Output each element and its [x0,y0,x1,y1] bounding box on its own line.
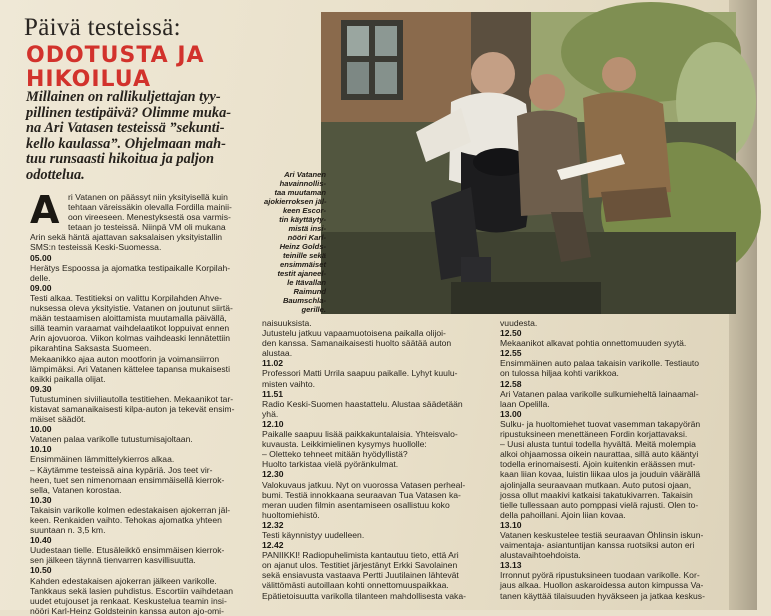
body-text-line: sella, Vatanen korostaa. [30,484,122,495]
body-text-line: den kanssa. Samanaikaisesti huolto säätää auton [262,338,452,349]
body-text-line: Epätietoisuutta varikolla tilanteen mahdollisesta vaka- [262,590,466,601]
body-text-line: delle. [30,272,51,283]
caption-line: Raimund [293,287,326,296]
body-text-line: ripustuksineen menettäneen Fordin korjattavaksi. [500,429,688,440]
body-text-line: välittömästi autoillaan kohti onnettomuuspaikkaa. [262,580,449,591]
body-text-line: kaikki paikalla olijat. [30,373,106,384]
timestamp-heading: 12.55 [500,348,522,359]
caption-line: ajokierroksen jäl- [264,197,327,206]
timestamp-heading: 12.58 [500,378,522,389]
body-text-line: mäiset säädöt. [30,414,86,425]
body-text-line: PANIIKKI! Radiopuhelimista kantautuu tieto, että Ari [262,550,459,561]
caption-line: keen Escor- [282,206,326,215]
lead-line: pillinen testipäivä? Olimme muka- [26,104,232,121]
body-text-line: della pahoillani. Ajoin liian kovaa. [500,509,626,520]
caption-line: ensimmäiset [279,260,326,269]
drop-cap: A [30,188,60,232]
lead-line: kello kaulassa”. Ohjelmaan mah- [26,135,226,152]
body-text-line: Professori Matti Urrila saapuu paikalle. Lyhyt kuulu- [262,368,458,379]
body-text-line: heen, tuet sen nimenomaan ensimmäisellä kierrok- [30,474,225,485]
timestamp-heading: 13.10 [500,519,522,530]
article-column-1 [30,188,262,616]
body-text-line: Jutustelu jatkuu vapaamuotoisena paikalla olijoi- [262,328,446,339]
timestamp-heading: 09.00 [30,282,52,293]
caption-line: mistä insi- [288,224,326,233]
body-text-line: Ari Vatanen palaa varikolle sulkumieheltä lainaamal- [500,388,699,399]
body-text-line: yhä. [262,408,279,419]
body-text-line: sillä teamin varaamat vaihdelaatikot loppuivat ennen [30,323,230,334]
caption-line: Heinz Golds- [279,242,326,251]
body-text-line: jossa ollut maakivi katkaisi takatukivarren. Takaisin [500,489,693,500]
body-text-line: vuudesta. [500,318,538,328]
body-text-line: – Uusi alusta tuntui todella hyvältä. Meitä molempia [500,439,696,450]
caption-line: Ari Vatanen [284,170,326,179]
body-text-line: meran uuden filmin asentamiseen osallistuu koko [262,499,450,510]
body-text-line: suuntaan n. 3,5 km. [30,525,106,536]
body-text-line: huoltomiehistö. [262,509,320,520]
body-text-line: Arin sekä häntä ajattavan saksalaisen yksityistallin [30,232,223,243]
timestamp-heading: 05.00 [30,252,52,263]
body-text-line: Takaisin varikolle kolmen edestakaisen ajokerran jäl- [30,504,231,515]
body-text-line: Vatanen palaa varikolle tutustumisajoltaan. [30,434,193,445]
body-text-line: Valokuvaus jatkuu. Nyt on vuorossa Vatasen perheal- [262,479,466,490]
body-text-line: Ensimmäinen auto palaa takaisin varikolle. Testiauto [500,358,700,369]
lead-line: odottelua. [26,166,85,183]
article-photo [321,12,736,314]
body-text-line: on ajanut ulos. Testitiet järjestänyt Erkki Savolainen [262,560,458,571]
body-text-line: kuvausta. Leikkimielinen kysymys huollolle: [262,439,427,450]
body-text-line: naisuuksista. [262,318,312,328]
body-text-line: Arin ajovuoroa. Viikon kolmas vaihdeaski lennätettiin [30,333,230,344]
timestamp-heading: 10.50 [30,565,52,576]
photo-caption [264,170,326,314]
body-text-line: Paikalle saapuu lisää paikkakuntalaisia. Yhteisvalo- [262,429,458,440]
timestamp-heading: 10.00 [30,424,52,435]
caption-line: le Itävallan [287,278,326,287]
body-text-line: Uudestaan tielle. Etusäleikkö ensimmäisen kierrok- [30,545,225,556]
timestamp-heading: 09.30 [30,383,52,394]
caption-line: teinille sekä [282,251,326,260]
body-text-line: kaan liian kovaa, luistin liikaa ulos ja jouduin väärällä [500,469,701,480]
body-text-line: Tutustuminen siviiliautolla testitiehen. Mekaanikot tar- [30,393,234,404]
timestamp-heading: 12.42 [262,540,284,551]
lead-line: tuu runsaasti hikoitua ja paljon [26,151,214,167]
timestamp-heading: 12.50 [500,328,522,339]
caption-line: testit ajaneel- [277,269,326,278]
body-text-line: – Käytämme testeissä aina kypäriä. Jos teet vir- [30,464,213,475]
body-text-line: jaus alkaa. Huollon askaroidessa auton kimpussa Va- [500,580,704,591]
body-text-line: SMS:n testeissä Keski-Suomessa. [30,242,162,253]
body-text-line: kistavat samanaikaisesti kilpa-auton ja tekevät ensim- [30,403,235,414]
body-text-line: tielle tullessaan auto pomppasi vielä rajusti. Olen to- [500,499,699,510]
photo-illustration [321,12,736,314]
timestamp-heading: 10.40 [30,535,52,546]
body-text-line: Huolto tarkistaa vielä pyöränkulmat. [262,459,399,470]
body-text-line: Radio Keski-Suomen haastattelu. Alustaa säädetään [262,398,463,409]
body-text-line: vaimentaja- asiantuntijan kanssa ruotsiksi auton eri [500,540,695,551]
body-text-line: on tulossa hiljaa kohti varikkoa. [500,368,619,379]
timestamp-heading: 11.02 [262,358,284,369]
body-text-line: tehtaan väreissäkin olevalla Fordilla mainii- [68,202,232,213]
body-text-line: bumi. Testiä innokkaana seuraavan Tua Vatasen ka- [262,489,461,500]
caption-line: gerille. [301,305,326,314]
body-text-line: uudet etujouset ja renkaat. Keskustelua teamin insi- [30,595,227,606]
body-text-line: lämpimäksi. Ari Vatanen kättelee tapansa mukaisesti [30,363,230,374]
body-text-line: Tankkaus sekä lasien puhdistus. Escortiin vaihdetaan [30,585,234,596]
body-text-line: tanen käyttää tilaisuuden hyväkseen ja jatkaa keskus- [500,590,705,601]
caption-line: tin käyttäyty- [279,215,326,224]
body-text-line: misten vaihto. [262,378,316,389]
body-text-line: mään testaamisen aloittamista muutamalla päivällä, [30,313,227,324]
body-text-line: alustavaihtoehdoista. [500,550,581,561]
body-text-line: sen jälkeen täynnä tienvarren kasvillisuutta. [30,555,196,566]
article-column-2 [262,318,492,601]
headline-line: HIKOILUA [26,67,151,92]
timestamp-heading: 12.32 [262,519,284,530]
body-text-line: Mekaanikko ajaa auton mootforin ja voimansiirron [30,353,220,364]
body-text-line: ri Vatanen on päässyt niin yksityisellä kuin [68,192,228,202]
caption-line: taa muutaman [274,188,326,197]
timestamp-heading: 13.00 [500,408,522,419]
body-text-line: Testi alkaa. Testitieksi on valittu Korpilahden Ahve- [30,292,222,303]
body-text-line: Sulku- ja huoltomiehet tuovat vasemman takapyörän [500,418,701,429]
body-text-line: laan Opelilla. [500,398,550,409]
timestamp-heading: 10.30 [30,494,52,505]
body-text-line: Mekaanikot alkavat pohtia onnettomuuden syytä. [500,338,687,349]
body-text-line: Herätys Espoossa ja ajomatka testipaikalle Korpilah- [30,262,231,273]
body-text-line: nuksessa oleva yksityistie. Vatanen on joutunut siirtä- [30,303,233,314]
body-text-line: nööri Karl-Heinz Goldsteinin kanssa auton ajo-omi- [30,605,224,616]
body-text-line: alustaa. [262,348,293,359]
article-headline [26,44,316,92]
body-text-line: Irronnut pyörä ripustuksineen tuodaan varikolle. Kor- [500,570,700,581]
body-text-line: todella erinomaisesti. Ajoin kuitenkin eräässen mut- [500,459,696,470]
lead-line: Millainen on rallikuljettajan tyy- [26,89,221,105]
body-text-line: Vatanen keskustelee testiä seuraavan Öhlinsin iskun- [500,529,704,540]
body-text-line: pikarahtina Saksasta Suomeen. [30,343,152,354]
headline-line: ODOTUSTA JA [26,43,205,68]
body-text-line: Ensimmäinen lämmittelykierros alkaa. [30,454,175,465]
timestamp-heading: 11.51 [262,388,284,399]
timestamp-heading: 13.13 [500,560,522,571]
body-text-line: keen. Renkaiden vaihto. Tehokas ajomatka yhteen [30,515,222,525]
body-text-line: oon vireeseen. Menestyksestä osa varmis- [68,212,231,223]
body-text-line: Testi käynnistyy uudelleen. [262,529,365,540]
body-text-line: ajolinjalla seuraavaan mutkaan. Auto putosi ojaan, [500,479,692,490]
timestamp-heading: 12.30 [262,469,284,480]
caption-line: Baumschla- [282,296,326,305]
caption-line: nööri Karl- [287,233,326,242]
body-text-line: – Oletteko tehneet mitään hyödyllistä? [262,449,408,460]
caption-line: havainnollis- [279,179,326,188]
body-text-line: Kahden edestakaisen ajokerran jälkeen varikolle. [30,575,217,586]
timestamp-heading: 12.10 [262,418,284,429]
timestamp-heading: 10.10 [30,444,52,455]
article-kicker: Päivä testeissä: [24,14,181,41]
lead-line: na Ari Vatasen testeissä ”sekunti- [26,120,225,136]
body-text-line: sekä ensiavusta vastaava Pertti Juutilainen lähtevät [262,570,459,581]
body-text-line: alkoi ohjaamossa oikein naurattaa, sillä auto kääntyi [500,449,699,460]
article-column-3 [500,318,736,601]
body-text-line: tetaan jo testeissä. Niinpä VM oli mukana [68,222,226,233]
